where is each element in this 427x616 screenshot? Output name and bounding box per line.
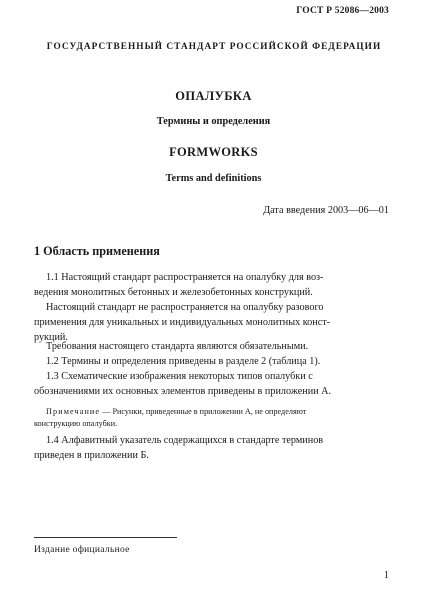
text-line: ведения монолитных бетонных и железобетонных конструкций.	[34, 287, 313, 298]
paragraph-1-1	[34, 270, 391, 300]
text-line: 1.2 Термины и определения приведены в разделе 2 (таблица 1).	[46, 356, 321, 367]
paragraph-1-3	[34, 369, 391, 399]
text-line: приведен в приложении Б.	[34, 450, 149, 461]
paragraph-1-4	[34, 433, 391, 463]
text-line: 1.3 Схематические изображения некоторых типов опалубки с	[46, 371, 313, 382]
note-label: Примечание	[46, 407, 101, 416]
subtitle-russian: Термины и определения	[156, 116, 271, 127]
paragraph-requirements	[34, 339, 391, 354]
effective-date: Дата введения 2003—06—01	[263, 205, 389, 216]
note-text: — Рисунки, приведенные в приложении А, не определяют	[102, 407, 307, 416]
text-line: обозначениями их основных элементов приведены в приложении А.	[34, 386, 332, 397]
text-line: рукций.	[34, 332, 68, 343]
footer-divider	[34, 537, 177, 538]
paragraph-1-2	[34, 354, 391, 369]
text-line: применения для уникальных и индивидуальных монолитных конст-	[34, 317, 331, 328]
note	[34, 406, 391, 430]
note-continuation: конструкцию опалубки.	[34, 419, 118, 428]
note-line	[46, 406, 391, 418]
title-english: FORMWORKS	[169, 145, 258, 159]
document-id: ГОСТ Р 52086—2003	[296, 6, 389, 16]
subtitle-english: Terms and definitions	[165, 173, 262, 184]
section-heading: 1 Область применения	[34, 244, 160, 258]
edition-label: Издание официальное	[34, 545, 130, 555]
text-line: Настоящий стандарт не распространяется на опалубку разового	[46, 302, 324, 313]
page-number: 1	[383, 570, 389, 581]
organization-heading: ГОСУДАРСТВЕННЫЙ СТАНДАРТ РОССИЙСКОЙ ФЕДЕРАЦИИ	[46, 42, 382, 52]
text-line: 1.1 Настоящий стандарт распространяется на опалубку для воз-	[46, 272, 324, 283]
text-line: 1.4 Алфавитный указатель содержащихся в стандарте терминов	[46, 435, 324, 446]
text-line: Требования настоящего стандарта являются обязательными.	[46, 341, 309, 352]
title-russian: ОПАЛУБКА	[175, 89, 252, 103]
